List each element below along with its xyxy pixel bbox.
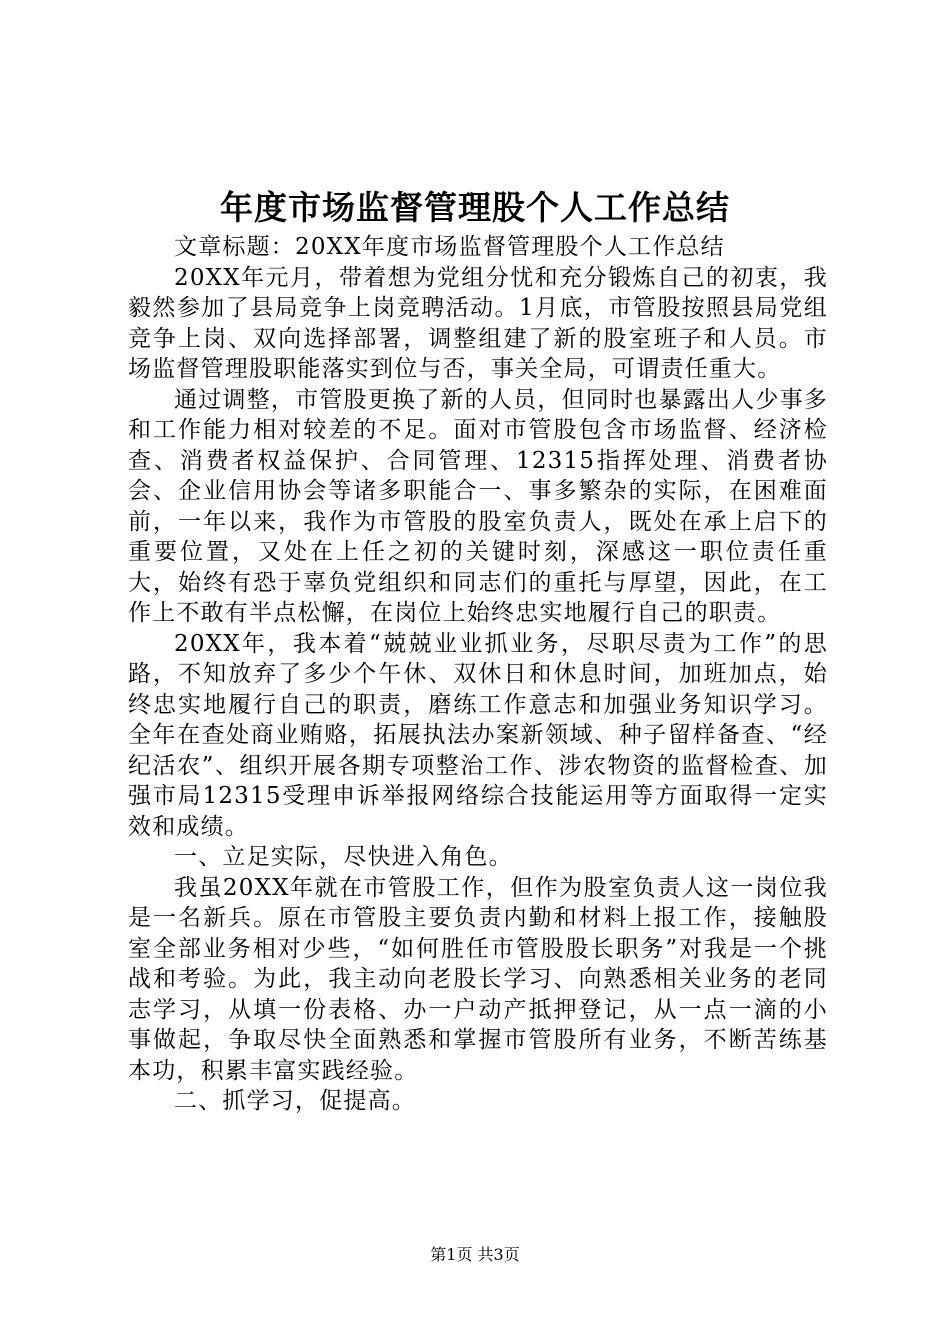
document-body [128,232,828,1117]
paragraph-adjustment: 通过调整，市管股更换了新的人员，但同时也暴露出人少事多和工作能力相对较差的不足。面对市管股包含市场监督、经济检查、消费者权益保护、合同管理、12315指挥处理、消费者协会、企业信用协会等诸多职能合一、事多繁杂的实际，在困难面前，一年以来，我作为市管股的股室负责人，既处在承上启下的重要位置，又处在上任之初的关键时刻，深感这一职位责任重大，始终有恐于辜负党组织和同志们的重托与厚望，因此，在工作上不敢有半点松懈，在岗位上始终忠实地履行自己的职责。 [128,386,828,626]
article-title-line: 文章标题：20XX年度市场监督管理股个人工作总结 [174,234,725,260]
document-title: 年度市场监督管理股个人工作总结 [220,188,730,227]
paragraph-yearly-work: 20XX年，我本着“兢兢业业抓业务，尽职尽责为工作”的思路，不知放弃了多少个午休、双休日和休息时间，加班加点，始终忠实地履行自己的职责，磨练工作意志和加强业务知识学习。全年在查处商业贿赂，拓展执法办案新领域、种子留样备查、“经纪活农”、组织开展各期专项整治工作、涉农物资的监督检查、加强市局12315受理申诉举报网络综合技能运用等方面取得一定实效和成绩。 [128,630,828,840]
paragraph-intro: 20XX年元月，带着想为党组分忧和充分锻炼自己的初衷，我毅然参加了县局竞争上岗竞聘活动。1月底，市管股按照县局党组竞争上岗、双向选择部署，调整组建了新的股室班子和人员。市场监督管理股职能落实到位与否，事关全局，可谓责任重大。 [128,264,828,382]
paragraph-section-1: 我虽20XX年就在市管股工作，但作为股室负责人这一岗位我是一名新兵。原在市管股主要负责内勤和材料上报工作，接触股室全部业务相对少些，“如何胜任市管股股长职务”对我是一个挑战和考验。为此，我主动向老股长学习、向熟悉相关业务的老同志学习，从填一份表格、办一户动产抵押登记，从一点一滴的小事做起，争取尽快全面熟悉和掌握市管股所有业务，不断苦练基本功，积累丰富实践经验。 [128,874,828,1084]
section-heading-2: 二、抓学习，促提高。 [174,1088,416,1114]
section-heading-1: 一、立足实际，尽快进入角色。 [174,844,513,870]
page-indicator: 第1页 共3页 [430,1245,520,1264]
